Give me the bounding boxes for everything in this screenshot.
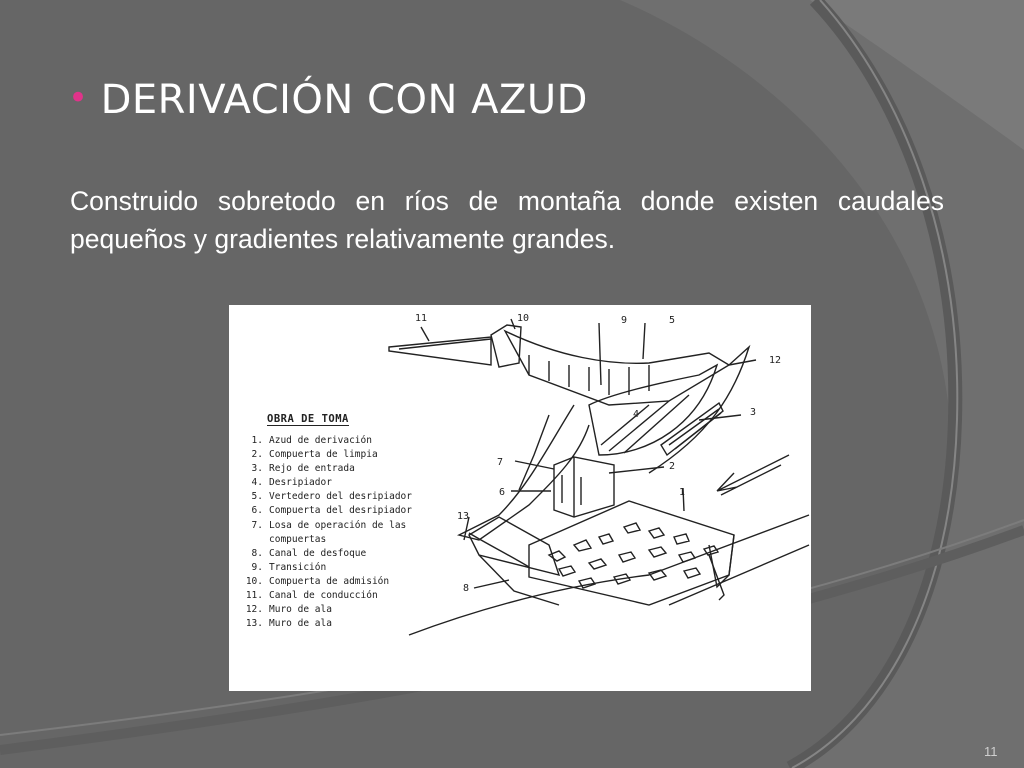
legend-item-number: 4. xyxy=(251,477,263,489)
legend-item xyxy=(241,504,441,518)
diagram-legend xyxy=(241,413,441,631)
bullet-icon: • xyxy=(68,78,89,118)
legend-item-label: Compuerta de limpia xyxy=(269,449,378,461)
legend-item xyxy=(241,462,441,476)
legend-item-label: Compuerta del desripiador xyxy=(269,505,412,517)
legend-item xyxy=(241,547,441,561)
intake-diagram xyxy=(229,305,811,691)
legend-item-label: Compuerta de admisión xyxy=(269,575,390,587)
legend-item-number: 8. xyxy=(251,547,263,559)
legend-item xyxy=(241,589,441,603)
legend-item-label: Rejo de entrada xyxy=(269,463,355,475)
callout-7: 7 xyxy=(497,457,504,468)
legend-item-label: Canal de conducción xyxy=(269,590,378,602)
callout-5: 5 xyxy=(669,315,676,326)
callout-12: 12 xyxy=(769,355,782,366)
legend-item-label: compuertas xyxy=(269,533,327,545)
callout-8: 8 xyxy=(463,583,470,594)
callout-11: 11 xyxy=(415,313,428,324)
legend-item xyxy=(241,575,441,589)
legend-item xyxy=(241,434,441,448)
callout-1: 1 xyxy=(679,487,686,498)
legend-item-label: Azud de derivación xyxy=(269,435,372,446)
legend-item-label: Muro de ala xyxy=(269,604,332,616)
flow-arrow-icon xyxy=(717,455,789,495)
legend-item-label: Losa de operación de las xyxy=(269,519,407,531)
legend-item-number: 3. xyxy=(251,463,263,475)
legend-item xyxy=(241,617,441,631)
legend-item xyxy=(241,448,441,462)
legend-list xyxy=(241,434,441,631)
slide-body-text: Construido sobretodo en ríos de montaña donde existen caudales pequeños y gradientes relativamente grandes. xyxy=(70,186,944,254)
callout-10: 10 xyxy=(517,313,530,324)
legend-item-label: Vertedero del desripiador xyxy=(269,491,412,503)
legend-item xyxy=(241,603,441,617)
legend-item xyxy=(241,519,441,533)
legend-item-number: 6. xyxy=(251,505,263,517)
callout-3: 3 xyxy=(750,407,757,418)
legend-item-label: Canal de desfoque xyxy=(269,547,367,559)
muro-lateral xyxy=(459,405,589,540)
legend-item-label: Desripiador xyxy=(269,477,332,489)
legend-item-number: 13. xyxy=(245,618,263,630)
legend-item xyxy=(241,490,441,504)
legend-item xyxy=(241,561,441,575)
desripiador xyxy=(589,365,717,455)
callout-6: 6 xyxy=(499,487,506,498)
callout-2: 2 xyxy=(669,461,676,472)
legend-item-number: 5. xyxy=(251,491,263,503)
losa-compuertas xyxy=(554,457,614,517)
legend-item-number: 9. xyxy=(251,561,263,573)
slide-title xyxy=(68,72,588,128)
legend-item-label: Muro de ala xyxy=(269,618,332,630)
page-number: 11 xyxy=(984,744,998,759)
callout-4: 4 xyxy=(633,409,640,420)
legend-item-number: 7. xyxy=(251,519,263,531)
legend-item-number: 11. xyxy=(245,590,263,602)
legend-item xyxy=(241,476,441,490)
legend-item-number: 12. xyxy=(245,604,263,616)
legend-item xyxy=(241,533,441,547)
callout-13: 13 xyxy=(457,511,470,522)
legend-title: OBRA DE TOMA xyxy=(267,413,349,425)
canal-desfoque xyxy=(479,555,559,605)
legend-item-number: 2. xyxy=(251,449,263,461)
legend-item-label: Transición xyxy=(269,561,327,573)
muro-ala-13 xyxy=(469,517,559,575)
legend-item-number: 10. xyxy=(245,575,263,587)
muro-ala-12 xyxy=(649,347,749,473)
legend-item-number: 1. xyxy=(251,435,263,446)
slide-title-text: DERIVACIÓN CON AZUD xyxy=(100,77,588,123)
callout-9: 9 xyxy=(621,315,628,326)
